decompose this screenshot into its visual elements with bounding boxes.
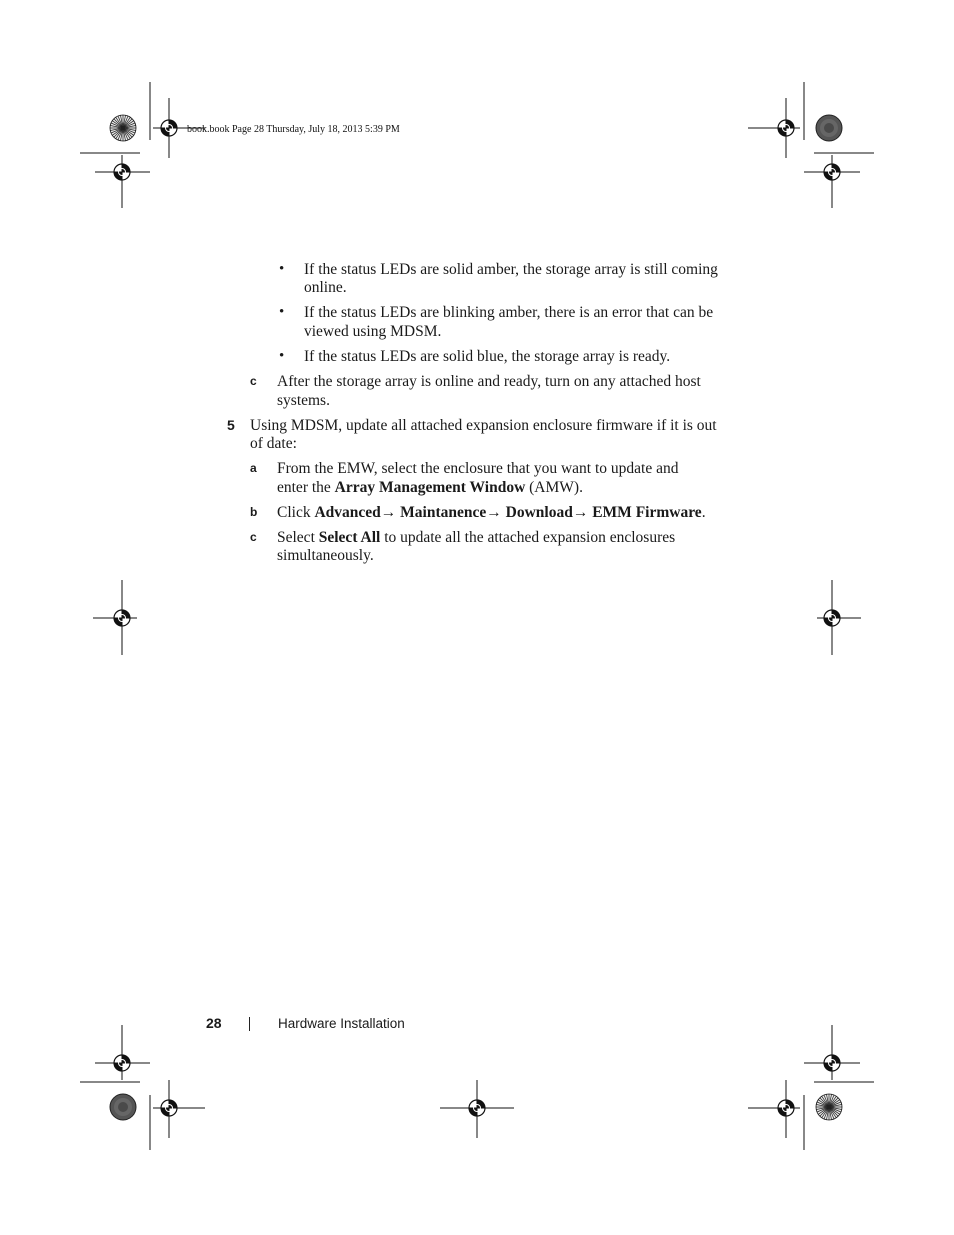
- text-run: enter the: [277, 479, 335, 496]
- step-marker: a: [250, 461, 257, 475]
- step-marker: c: [250, 374, 257, 388]
- bullet-text: If the status LEDs are solid blue, the storage array is ready.: [304, 348, 671, 365]
- step-text: From the EMW, select the enclosure that you want to update and: [277, 460, 679, 477]
- step-marker: c: [250, 530, 257, 544]
- bullet-text: If the status LEDs are solid amber, the storage array is still coming: [304, 261, 718, 278]
- step-text: simultaneously.: [277, 547, 374, 564]
- arrow-icon: →: [572, 504, 589, 521]
- bullet-marker: •: [279, 348, 285, 364]
- text-run: to update all the attached expansion enclosures: [380, 529, 676, 546]
- step-text: [277, 528, 675, 547]
- text-run: Click: [277, 504, 315, 521]
- bullet-text: online.: [304, 279, 347, 296]
- ui-term-array-management-window: Array Management Window: [334, 479, 526, 496]
- bullet-text: If the status LEDs are blinking amber, there is an error that can be: [304, 304, 714, 321]
- step-text: systems.: [277, 392, 330, 409]
- bullet-marker: •: [279, 261, 285, 277]
- footer-divider: [249, 1017, 250, 1031]
- menu-advanced: Advanced: [314, 504, 381, 521]
- text-run: (AMW).: [525, 479, 583, 496]
- step-text: [277, 503, 706, 522]
- ui-term-select-all: Select All: [318, 529, 381, 546]
- arrow-icon: →: [380, 504, 397, 521]
- arrow-icon: →: [486, 504, 502, 521]
- step-number: 5: [227, 417, 235, 433]
- page-number: 28: [206, 1015, 222, 1031]
- bullet-text: viewed using MDSM.: [304, 323, 442, 340]
- step-text: of date:: [250, 435, 297, 452]
- footer-section-title: Hardware Installation: [278, 1016, 405, 1031]
- step-text: After the storage array is online and ready, turn on any attached host: [277, 373, 701, 390]
- running-head: book.book Page 28 Thursday, July 18, 2013 5:39 PM: [187, 124, 400, 135]
- step-text: Using MDSM, update all attached expansion enclosure firmware if it is out: [250, 417, 717, 434]
- menu-emm-firmware: EMM Firmware: [592, 504, 702, 521]
- bullet-marker: •: [279, 304, 285, 320]
- text-run: Select: [277, 529, 319, 546]
- menu-download: Download: [505, 504, 573, 521]
- text-run: .: [701, 504, 706, 521]
- step-marker: b: [250, 505, 258, 519]
- step-text: [277, 478, 583, 497]
- menu-maintanence: Maintanence: [400, 504, 487, 521]
